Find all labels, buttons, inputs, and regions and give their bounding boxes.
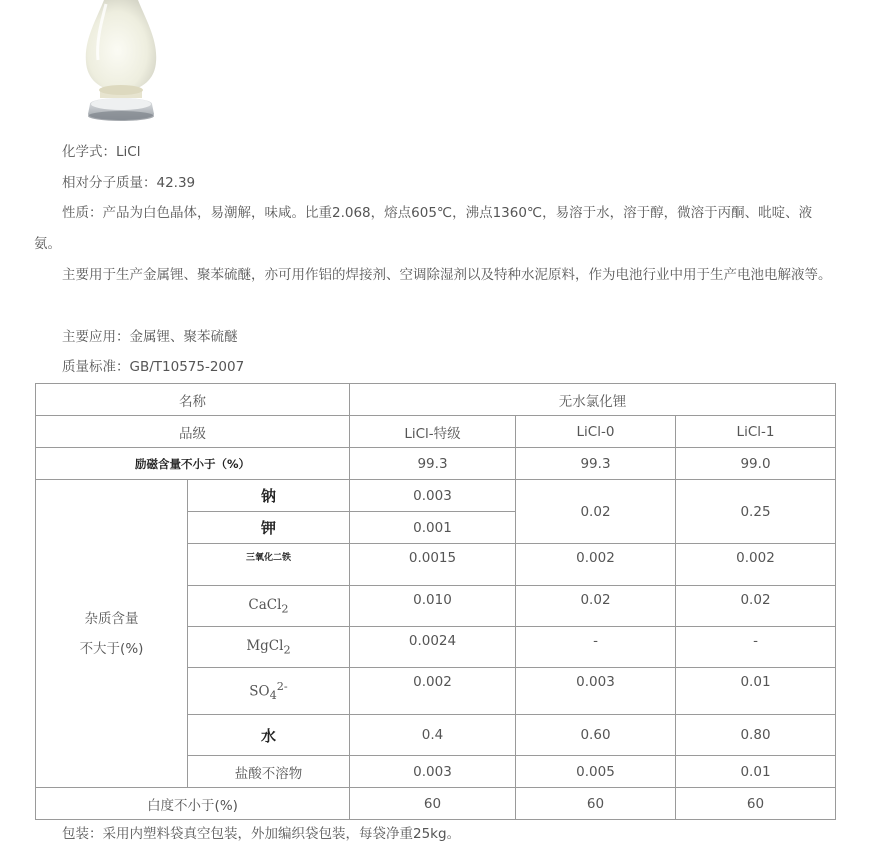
- sodium-special: 0.003: [350, 480, 516, 512]
- properties-text: 性质：产品为白色晶体，易潮解，味咸。比重2.068，熔点605℃，沸点1360℃，易溶于水，溶于醇，微溶于丙酮、吡啶、液氨。: [34, 205, 813, 252]
- mgcl2-grade-1: -: [676, 627, 836, 668]
- grade-label: 品级: [36, 416, 350, 448]
- hcl-insoluble-grade-1: 0.01: [676, 756, 836, 788]
- so4-grade-1: 0.01: [676, 668, 836, 715]
- mgcl2-grade-0: -: [516, 627, 676, 668]
- water-label: 水: [188, 715, 350, 756]
- content-1: 99.0: [676, 448, 836, 480]
- product-image: [76, 0, 166, 124]
- mgcl2-label: MgCl$_2$: [188, 627, 350, 668]
- iron-oxide-special: 0.0015: [350, 544, 516, 586]
- molecular-weight: 相对分子质量：42.39: [62, 175, 196, 191]
- whiteness-grade-1: 60: [676, 788, 836, 820]
- uses-text: 主要用于生产金属锂、聚苯硫醚，亦可用作铝的焊接剂、空调除湿剂以及特种水泥原料，作为电池行业中用于生产电池电解液等。: [62, 267, 832, 283]
- iron-oxide-grade-0: 0.002: [516, 544, 676, 586]
- potassium-label: 钾: [188, 512, 350, 544]
- iron-oxide-grade-1: 0.002: [676, 544, 836, 586]
- table-row: [36, 384, 836, 416]
- water-grade-1: 0.80: [676, 715, 836, 756]
- impurity-label-line1: 杂质含量: [84, 610, 139, 627]
- main-application: 主要应用：金属锂、聚苯硫醚: [62, 329, 238, 345]
- name-label: 名称: [36, 384, 350, 416]
- table-row: [36, 416, 836, 448]
- content-label: 励磁含量不小于（%）: [36, 448, 350, 480]
- table-row: [36, 480, 836, 512]
- packaging-text: 包装：采用内塑料袋真空包装，外加编织袋包装，每袋净重25kg。: [62, 826, 461, 842]
- spec-table: [35, 383, 836, 820]
- so4-grade-0: 0.003: [516, 668, 676, 715]
- potassium-special: 0.001: [350, 512, 516, 544]
- content-0: 99.3: [516, 448, 676, 480]
- na-k-grade-1: 0.25: [676, 480, 836, 544]
- impurity-label-line2: 不大于(%): [79, 640, 144, 657]
- whiteness-label: 白度不小于(%): [36, 788, 350, 820]
- quality-standard: 质量标准：GB/T10575-2007: [62, 359, 245, 375]
- impurity-label: [36, 480, 188, 788]
- cacl2-grade-1: 0.02: [676, 586, 836, 627]
- cacl2-special: 0.010: [350, 586, 516, 627]
- mgcl2-special: 0.0024: [350, 627, 516, 668]
- content-special: 99.3: [350, 448, 516, 480]
- water-grade-0: 0.60: [516, 715, 676, 756]
- cacl2-grade-0: 0.02: [516, 586, 676, 627]
- cacl2-label: CaCl$_2$: [188, 586, 350, 627]
- grade-0: LiCl-0: [516, 416, 676, 448]
- sodium-label: 钠: [188, 480, 350, 512]
- iron-oxide-label: 三氧化二铁: [188, 544, 350, 586]
- hcl-insoluble-label: 盐酸不溶物: [188, 756, 350, 788]
- hcl-insoluble-special: 0.003: [350, 756, 516, 788]
- water-special: 0.4: [350, 715, 516, 756]
- hcl-insoluble-grade-0: 0.005: [516, 756, 676, 788]
- name-value: 无水氯化锂: [350, 384, 836, 416]
- whiteness-grade-0: 60: [516, 788, 676, 820]
- table-row: [36, 448, 836, 480]
- chemical-formula: 化学式：LiCl: [62, 144, 141, 160]
- whiteness-special: 60: [350, 788, 516, 820]
- so4-special: 0.002: [350, 668, 516, 715]
- table-row: [36, 788, 836, 820]
- so4-label: $SO_4^{2-}$: [188, 668, 350, 715]
- na-k-grade-0: 0.02: [516, 480, 676, 544]
- grade-special: LiCl-特级: [350, 416, 516, 448]
- grade-1: LiCl-1: [676, 416, 836, 448]
